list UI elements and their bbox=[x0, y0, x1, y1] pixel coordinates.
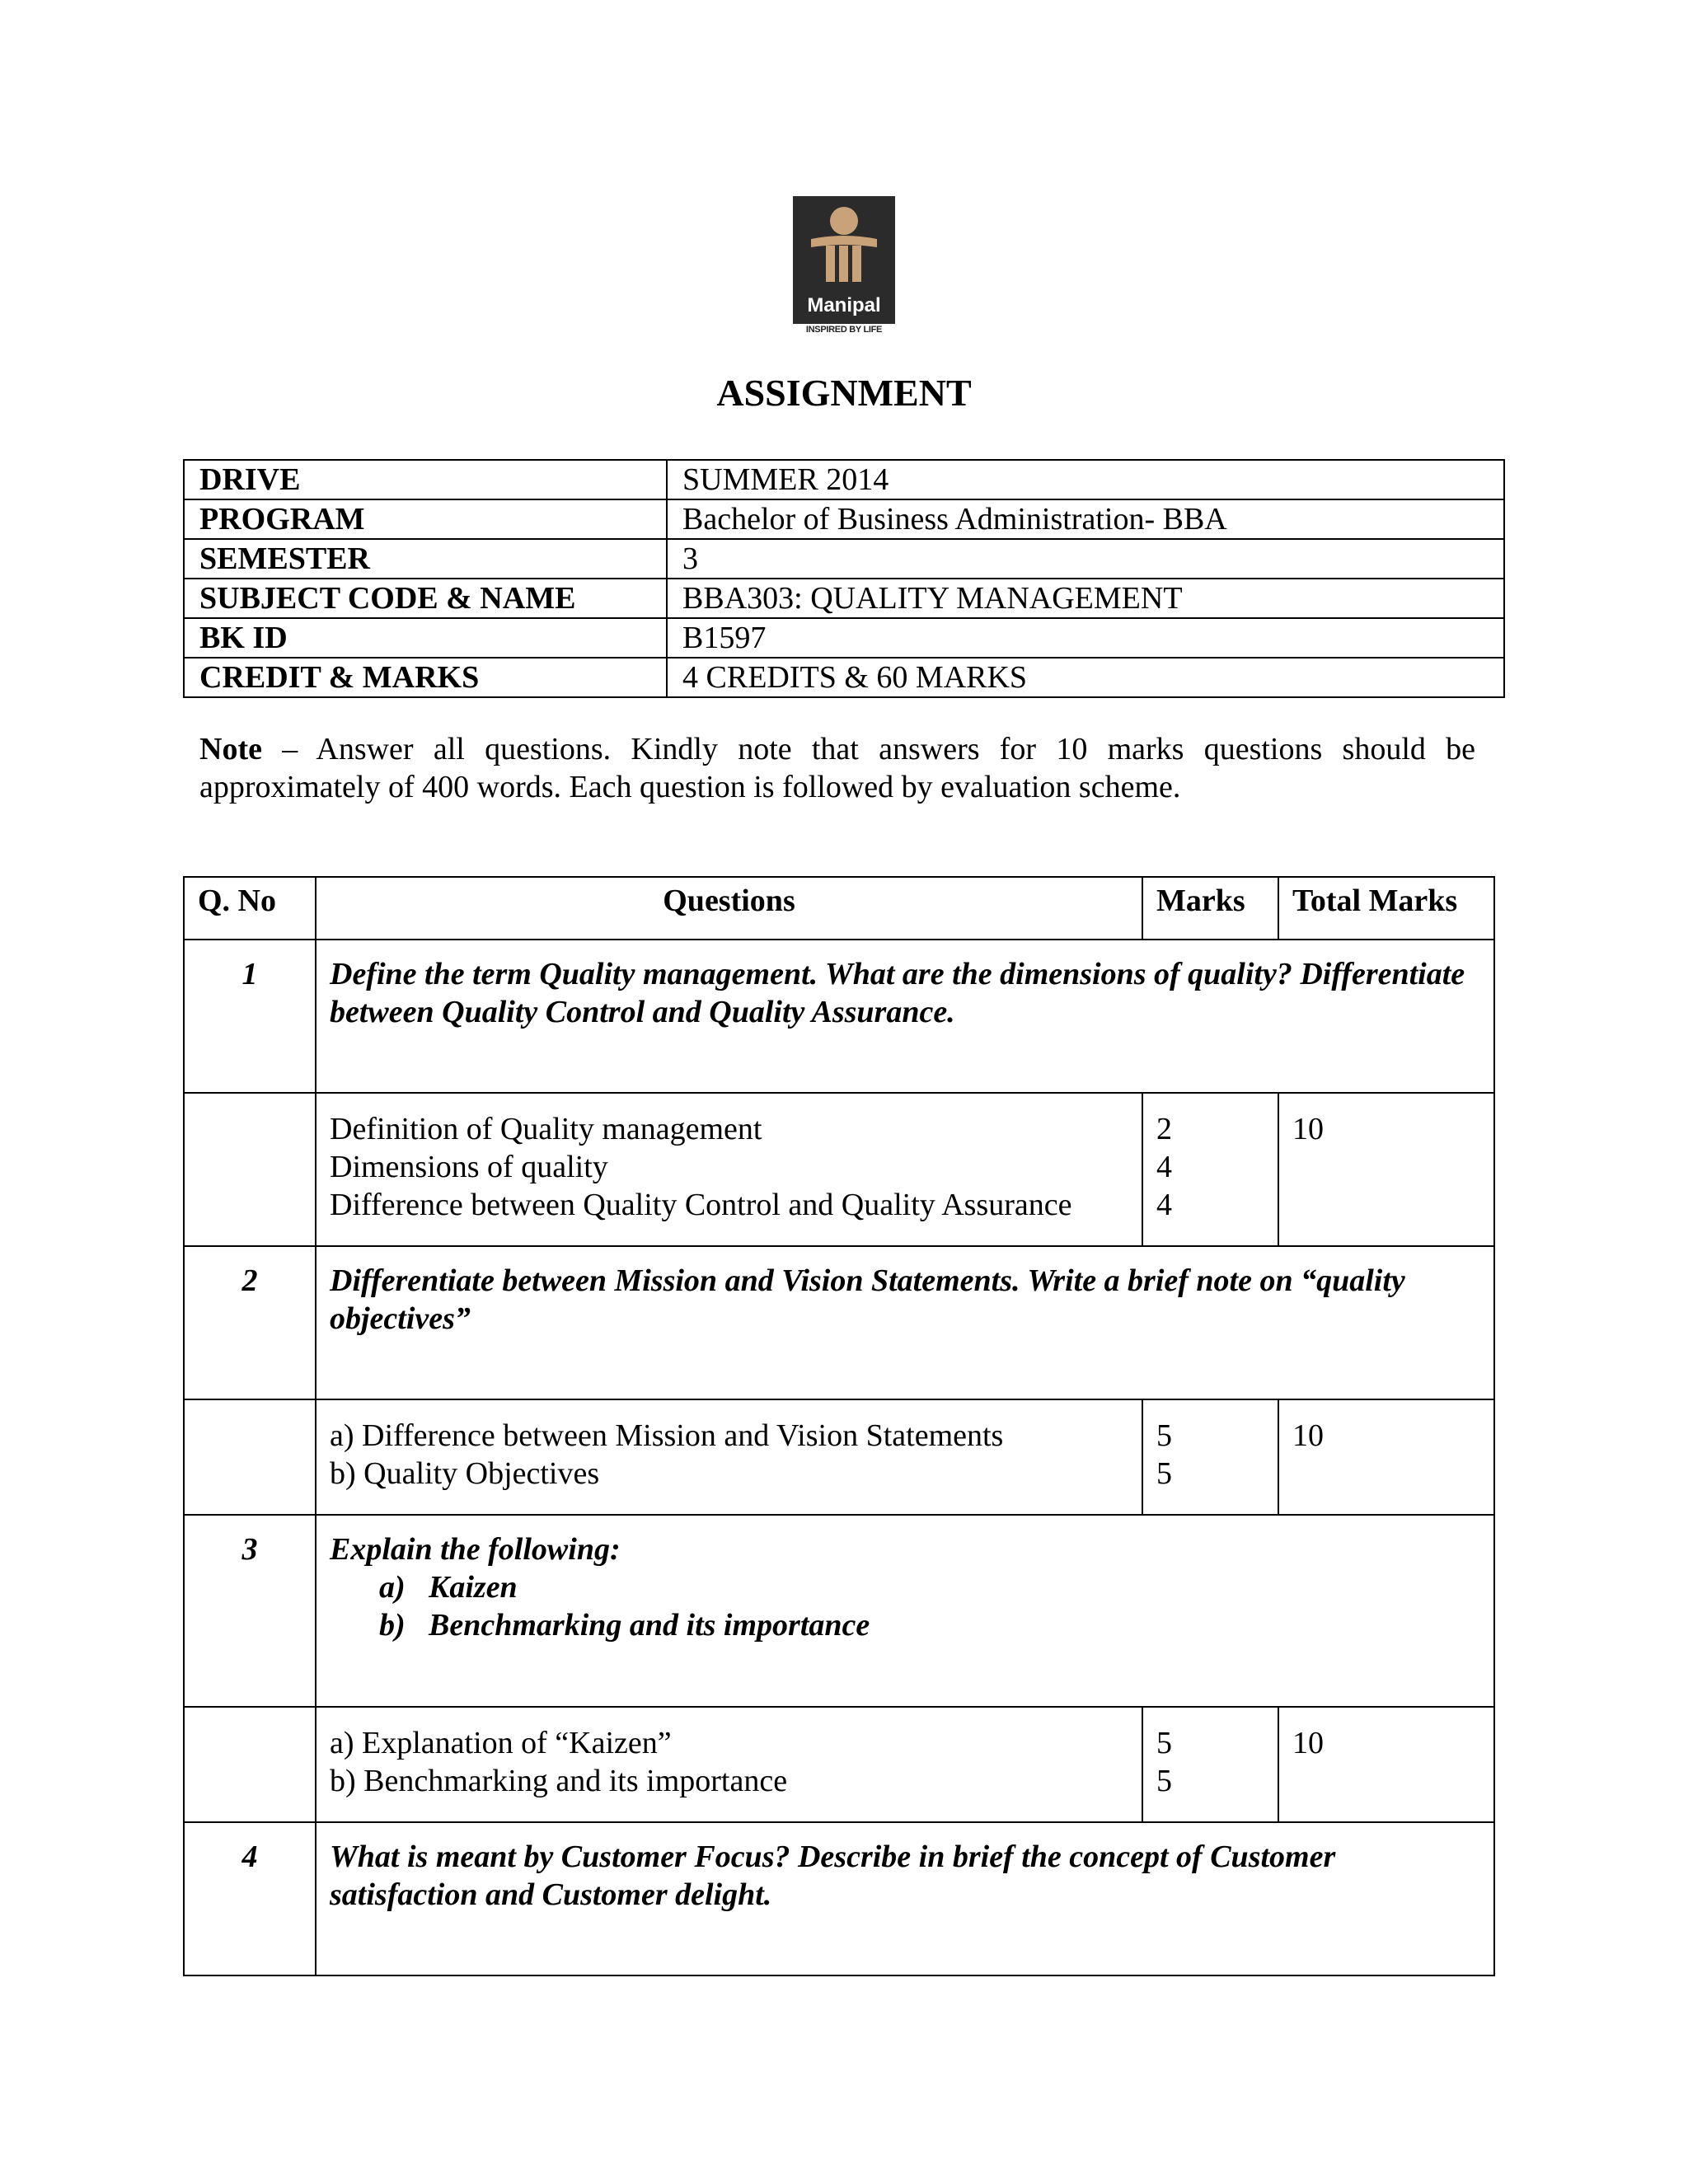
evaluation-criteria bbox=[316, 1707, 1142, 1822]
question-text bbox=[316, 1515, 1494, 1707]
evaluation-criteria bbox=[316, 1399, 1142, 1515]
evaluation-row bbox=[184, 1707, 1494, 1822]
info-value: Bachelor of Business Administration- BBA bbox=[667, 499, 1504, 539]
header-questions: Questions bbox=[316, 877, 1142, 940]
question-row bbox=[184, 1515, 1494, 1707]
mark-value: 5 bbox=[1156, 1764, 1172, 1798]
note-label: Note bbox=[199, 732, 262, 766]
info-label: CREDIT & MARKS bbox=[184, 658, 667, 697]
question-intro: Explain the following: bbox=[330, 1532, 621, 1567]
marks-cell bbox=[1142, 1093, 1278, 1246]
mark-value: 4 bbox=[1156, 1188, 1172, 1222]
mark-value: 5 bbox=[1156, 1418, 1172, 1453]
info-label: SEMESTER bbox=[184, 539, 667, 579]
question-number: 4 bbox=[184, 1822, 316, 1975]
marks-cell bbox=[1142, 1707, 1278, 1822]
mark-value: 5 bbox=[1156, 1456, 1172, 1491]
criterion: Dimensions of quality bbox=[330, 1150, 608, 1184]
list-label: a) bbox=[379, 1570, 406, 1605]
logo-name: Manipal bbox=[807, 294, 881, 316]
criterion: a) Difference between Mission and Vision Statements bbox=[330, 1418, 1004, 1453]
header-total-marks: Total Marks bbox=[1278, 877, 1494, 940]
info-label: PROGRAM bbox=[184, 499, 667, 539]
header-qno: Q. No bbox=[184, 877, 316, 940]
empty-cell bbox=[184, 1093, 316, 1246]
table-header-row bbox=[184, 877, 1494, 940]
info-value: 3 bbox=[667, 539, 1504, 579]
note-text: – Answer all questions. Kindly note that answers for 10 marks questions should be approximately of 400 words. Each question is followed by evaluation scheme. bbox=[199, 732, 1475, 804]
total-marks-cell: 10 bbox=[1278, 1093, 1494, 1246]
info-row bbox=[184, 539, 1504, 579]
question-number: 3 bbox=[184, 1515, 316, 1707]
info-row bbox=[184, 499, 1504, 539]
info-row bbox=[184, 618, 1504, 658]
logo-mark bbox=[793, 196, 895, 324]
info-value: BBA303: QUALITY MANAGEMENT bbox=[667, 579, 1504, 618]
list-label: b) bbox=[379, 1608, 406, 1643]
info-label: BK ID bbox=[184, 618, 667, 658]
empty-cell bbox=[184, 1399, 316, 1515]
instructions-note bbox=[199, 730, 1475, 806]
questions-table bbox=[183, 876, 1495, 1976]
info-value: 4 CREDITS & 60 MARKS bbox=[667, 658, 1504, 697]
criterion: b) Quality Objectives bbox=[330, 1456, 600, 1491]
logo-tagline: INSPIRED BY LIFE bbox=[805, 325, 883, 335]
marks-cell bbox=[1142, 1399, 1278, 1515]
empty-cell bbox=[184, 1707, 316, 1822]
logo-emblem-icon bbox=[793, 196, 895, 324]
assignment-info-table bbox=[183, 459, 1505, 698]
question-row bbox=[184, 1246, 1494, 1399]
question-row bbox=[184, 1822, 1494, 1975]
list-item bbox=[379, 1568, 1480, 1606]
question-text: What is meant by Customer Focus? Describe in brief the concept of Customer satisfaction and Customer delight. bbox=[316, 1822, 1494, 1975]
header-marks: Marks bbox=[1142, 877, 1278, 940]
question-number: 1 bbox=[184, 940, 316, 1093]
mark-value: 5 bbox=[1156, 1726, 1172, 1760]
criterion: a) Explanation of “Kaizen” bbox=[330, 1726, 672, 1760]
info-label: DRIVE bbox=[184, 460, 667, 499]
criterion: Definition of Quality management bbox=[330, 1112, 762, 1146]
question-number: 2 bbox=[184, 1246, 316, 1399]
evaluation-row bbox=[184, 1399, 1494, 1515]
page-title: ASSIGNMENT bbox=[716, 372, 972, 414]
criterion: Difference between Quality Control and Quality Assurance bbox=[330, 1188, 1072, 1222]
manipal-logo bbox=[793, 196, 895, 336]
evaluation-row bbox=[184, 1093, 1494, 1246]
question-subitems bbox=[330, 1568, 1480, 1644]
info-value: SUMMER 2014 bbox=[667, 460, 1504, 499]
question-text: Define the term Quality management. What are the dimensions of quality? Differentiate between Quality Control and Quality Assurance. bbox=[316, 940, 1494, 1093]
info-row bbox=[184, 658, 1504, 697]
evaluation-criteria bbox=[316, 1093, 1142, 1246]
info-row bbox=[184, 460, 1504, 499]
criterion: b) Benchmarking and its importance bbox=[330, 1764, 788, 1798]
list-item bbox=[379, 1606, 1480, 1644]
mark-value: 2 bbox=[1156, 1112, 1172, 1146]
mark-value: 4 bbox=[1156, 1150, 1172, 1184]
info-row bbox=[184, 579, 1504, 618]
total-marks-cell: 10 bbox=[1278, 1707, 1494, 1822]
info-label: SUBJECT CODE & NAME bbox=[184, 579, 667, 618]
question-row bbox=[184, 940, 1494, 1093]
list-text: Kaizen bbox=[429, 1570, 518, 1605]
info-value: B1597 bbox=[667, 618, 1504, 658]
list-text: Benchmarking and its importance bbox=[429, 1608, 870, 1643]
question-text: Differentiate between Mission and Vision Statements. Write a brief note on “quality objectives” bbox=[316, 1246, 1494, 1399]
total-marks-cell: 10 bbox=[1278, 1399, 1494, 1515]
